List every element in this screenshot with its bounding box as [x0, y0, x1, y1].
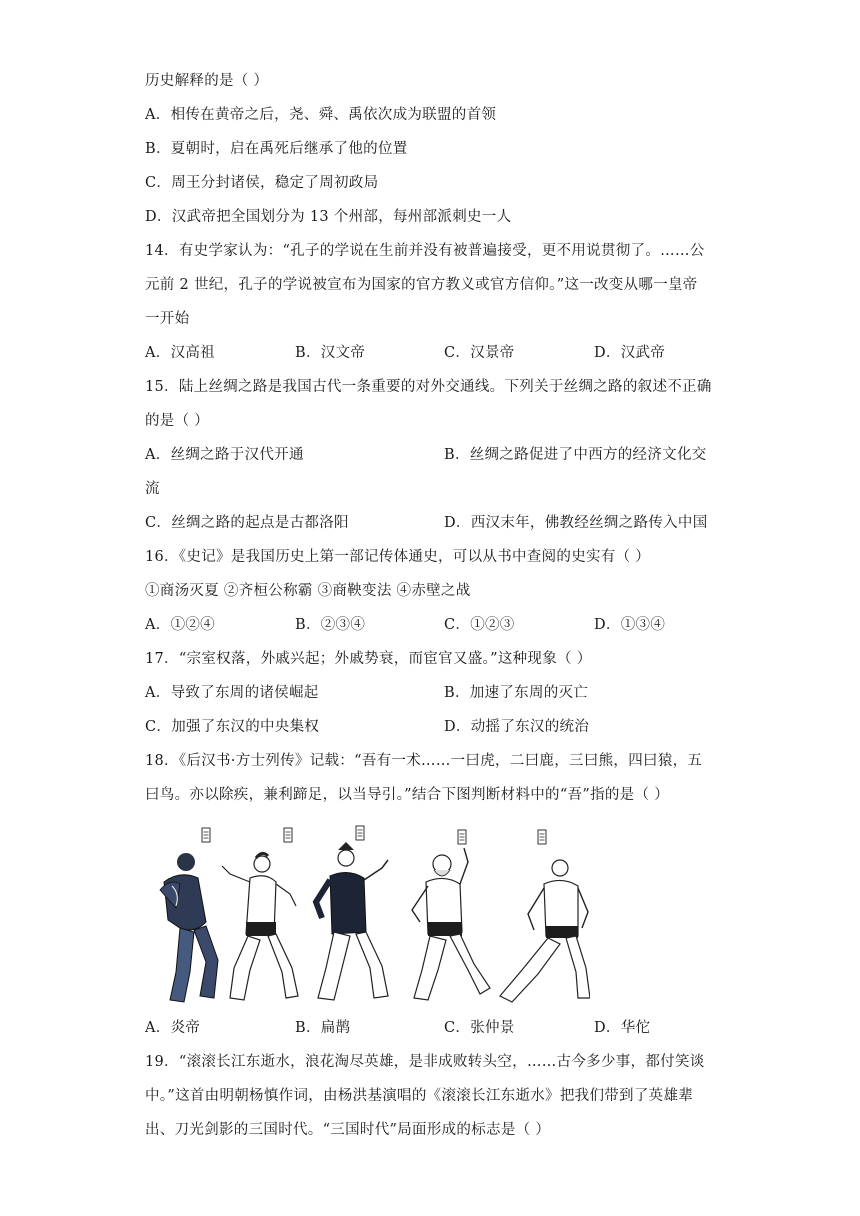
q14-option-a: A．汉高祖: [145, 345, 215, 361]
figure-monkey-pose: [412, 830, 490, 1000]
q14-line-3: 一开始: [145, 311, 190, 327]
figure-bear-pose: [316, 826, 388, 1000]
q15-option-c: C．丝绸之路的起点是古都洛阳: [145, 515, 349, 531]
q15-line-1: 15．陆上丝绸之路是我国古代一条重要的对外交通线。下列关于丝绸之路的叙述不正确: [145, 379, 712, 395]
q14-option-c: C．汉景帝: [444, 345, 515, 361]
q13-option-d: D．汉武帝把全国划分为 13 个州部，每州部派刺史一人: [145, 209, 512, 225]
q19-line-2: 中。”这首由明朝杨慎作词，由杨洪基演唱的《滚滚长江东逝水》把我们带到了英雄辈: [145, 1088, 694, 1104]
figure-tiger-pose: [160, 828, 218, 1002]
q16-option-a: A．①②④: [145, 617, 215, 633]
q13-option-b: B．夏朝时，启在禹死后继承了他的位置: [145, 141, 408, 157]
q14-line-2: 元前 2 世纪，孔子的学说被宣布为国家的官方教义或官方信仰。”这一改变从哪一皇帝: [145, 277, 698, 293]
q13-tail: 历史解释的是（ ）: [145, 73, 269, 89]
q18-line-1: 18．《后汉书·方士列传》记载：“吾有一术……一曰虎，二曰鹿，三曰熊，四曰猿，五: [145, 753, 703, 769]
q17-option-d: D．动摇了东汉的统治: [444, 719, 590, 735]
q16-line-2: ①商汤灭夏 ②齐桓公称霸 ③商鞅变法 ④赤壁之战: [145, 583, 471, 599]
q18-line-2: 曰鸟。亦以除疾，兼利蹄足，以当导引。”结合下图判断材料中的“吾”指的是（ ）: [145, 787, 669, 803]
q16-line-1: 16．《史记》是我国历史上第一部记传体通史，可以从书中查阅的史实有（ ）: [145, 549, 651, 565]
q15-option-d: D．西汉末年，佛教经丝绸之路传入中国: [444, 515, 708, 531]
q17-option-b: B．加速了东周的灭亡: [444, 685, 589, 701]
q18-option-a: A．炎帝: [145, 1020, 201, 1036]
q14-option-b: B．汉文帝: [295, 345, 366, 361]
q15-option-a: A．丝绸之路于汉代开通: [145, 447, 304, 463]
q15-option-b-wrap: 流: [145, 481, 160, 497]
q13-option-c: C．周王分封诸侯，稳定了周初政局: [145, 175, 379, 191]
q14-option-d: D．汉武帝: [594, 345, 666, 361]
q18-option-b: B．扁鹊: [295, 1020, 351, 1036]
q19-line-3: 出、刀光剑影的三国时代。“三国时代”局面形成的标志是（ ）: [145, 1122, 551, 1138]
q13-option-a: A．相传在黄帝之后，尧、舜、禹依次成为联盟的首领: [145, 107, 497, 123]
q19-line-1: 19．“滚滚长江东逝水，浪花淘尽英雄，是非成败转头空，……古今多少事，都付笑谈: [145, 1054, 705, 1070]
figure-bird-pose: [500, 830, 590, 1002]
q18-option-d: D．华佗: [594, 1020, 651, 1036]
figure-deer-pose: [222, 828, 298, 1000]
q18-option-c: C．张仲景: [444, 1020, 515, 1036]
q16-option-c: C．①②③: [444, 617, 515, 633]
q17-option-c: C．加强了东汉的中央集权: [145, 719, 320, 735]
five-animals-exercise-illustration: [150, 822, 590, 1010]
q15-option-b: B．丝绸之路促进了中西方的经济文化交: [444, 447, 707, 463]
q16-option-d: D．①③④: [594, 617, 666, 633]
q17-line-1: 17．“宗室权落，外戚兴起；外戚势衰，而宦官又盛。”这种现象（ ）: [145, 651, 592, 667]
q14-line-1: 14．有史学家认为：“孔子的学说在生前并没有被普遍接受，更不用说贯彻了。……公: [145, 243, 705, 259]
q15-line-2: 的是（ ）: [145, 413, 210, 429]
q17-option-a: A．导致了东周的诸侯崛起: [145, 685, 319, 701]
q16-option-b: B．②③④: [295, 617, 366, 633]
